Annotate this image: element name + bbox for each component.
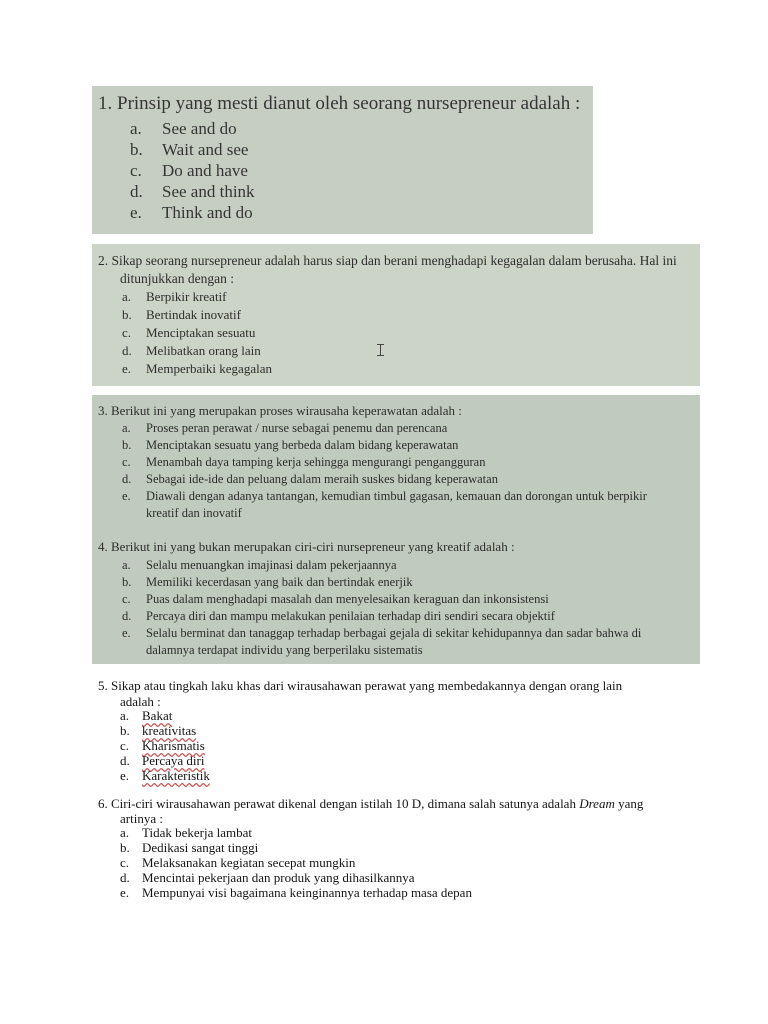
option-1b: b. Wait and see xyxy=(130,140,249,159)
option-2d: d. Melibatkan orang lain xyxy=(122,343,261,358)
option-2e: e. Memperbaiki kegagalan xyxy=(122,361,272,376)
option-1a: a. See and do xyxy=(130,119,237,138)
option-4b: b. Memiliki kecerdasan yang baik dan bertindak enerjik xyxy=(122,575,413,589)
option-3e-continued: kreatif dan inovatif xyxy=(146,506,242,520)
option-4a: a. Selalu menuangkan imajinasi dalam pekerjaannya xyxy=(122,558,397,572)
option-6c: c. Melaksanakan kegiatan secepat mungkin xyxy=(120,855,356,870)
option-5d: d. Percaya diri xyxy=(120,753,205,768)
question-3-4-photo xyxy=(92,395,700,664)
option-3e: e. Diawali dengan adanya tantangan, kemudian timbul gagasan, kemauan dan dorongan untuk berpikir xyxy=(122,489,647,503)
question-5-6-screenshot xyxy=(92,670,702,904)
question-6-stem-line-1: 6. Ciri-ciri wirausahawan perawat dikenal dengan istilah 10 D, dimana salah satunya adalah Dream yang xyxy=(98,796,644,811)
option-2b: b. Bertindak inovatif xyxy=(122,307,241,322)
option-1c: c. Do and have xyxy=(130,161,248,180)
question-2-stem-line-1: 2. Sikap seorang nursepreneur adalah harus siap dan berani menghadapi kegagalan dalam berusaha. Hal ini xyxy=(98,253,677,268)
question-1-photo xyxy=(92,86,593,234)
option-3d: d. Sebagai ide-ide dan peluang dalam meraih suskes bidang keperawatan xyxy=(122,472,498,486)
option-6e: e. Mempunyai visi bagaimana keinginannya terhadap masa depan xyxy=(120,885,472,900)
option-5b: b. kreativitas xyxy=(120,723,197,738)
question-3-stem: 3. Berikut ini yang merupakan proses wirausaha keperawatan adalah : xyxy=(98,403,462,418)
option-6a: a. Tidak bekerja lambat xyxy=(120,825,252,840)
question-1-stem: 1. Prinsip yang mesti dianut oleh seorang nursepreneur adalah : xyxy=(98,93,581,114)
question-5-stem-line-1: 5. Sikap atau tingkah laku khas dari wirausahawan perawat yang membedakannya dengan orang lain xyxy=(98,678,623,693)
option-6d: d. Mencintai pekerjaan dan produk yang dihasilkannya xyxy=(120,870,415,885)
option-4d: d. Percaya diri dan mampu melakukan penilaian terhadap diri sendiri secara objektif xyxy=(122,609,555,623)
option-2a: a. Berpikir kreatif xyxy=(122,289,227,304)
option-6b: b. Dedikasi sangat tinggi xyxy=(120,840,259,855)
option-1e: e. Think and do xyxy=(130,203,253,222)
option-4c: c. Puas dalam menghadapi masalah dan menyelesaikan keraguan dan inkonsistensi xyxy=(122,592,549,606)
option-1d: d. See and think xyxy=(130,182,255,201)
option-3b: b. Menciptakan sesuatu yang berbeda dalam bidang keperawatan xyxy=(122,438,459,452)
option-3a: a. Proses peran perawat / nurse sebagai penemu dan perencana xyxy=(122,421,448,435)
question-2-photo xyxy=(92,244,700,386)
option-5c: c. Kharismatis xyxy=(120,738,205,753)
option-5e: e. Karakteristik xyxy=(120,768,210,783)
text-cursor-icon xyxy=(380,344,381,356)
question-2-stem-line-2: ditunjukkan dengan : xyxy=(120,271,234,286)
option-3c: c. Menambah daya tamping kerja sehingga mengurangi pengangguran xyxy=(122,455,486,469)
option-2c: c. Menciptakan sesuatu xyxy=(122,325,256,340)
question-4-stem: 4. Berikut ini yang bukan merupakan ciri-ciri nursepreneur yang kreatif adalah : xyxy=(98,539,515,554)
option-5a: a. Bakat xyxy=(120,708,173,723)
question-6-stem-line-2: artinya : xyxy=(120,811,163,826)
option-4e: e. Selalu berminat dan tanaggap terhadap berbagai gejala di sekitar kehidupannya dan sadar bahwa di xyxy=(122,626,642,640)
option-4e-continued: dalamnya terdapat individu yang berperilaku sistematis xyxy=(146,643,423,657)
question-5-stem-line-2: adalah : xyxy=(120,694,161,709)
